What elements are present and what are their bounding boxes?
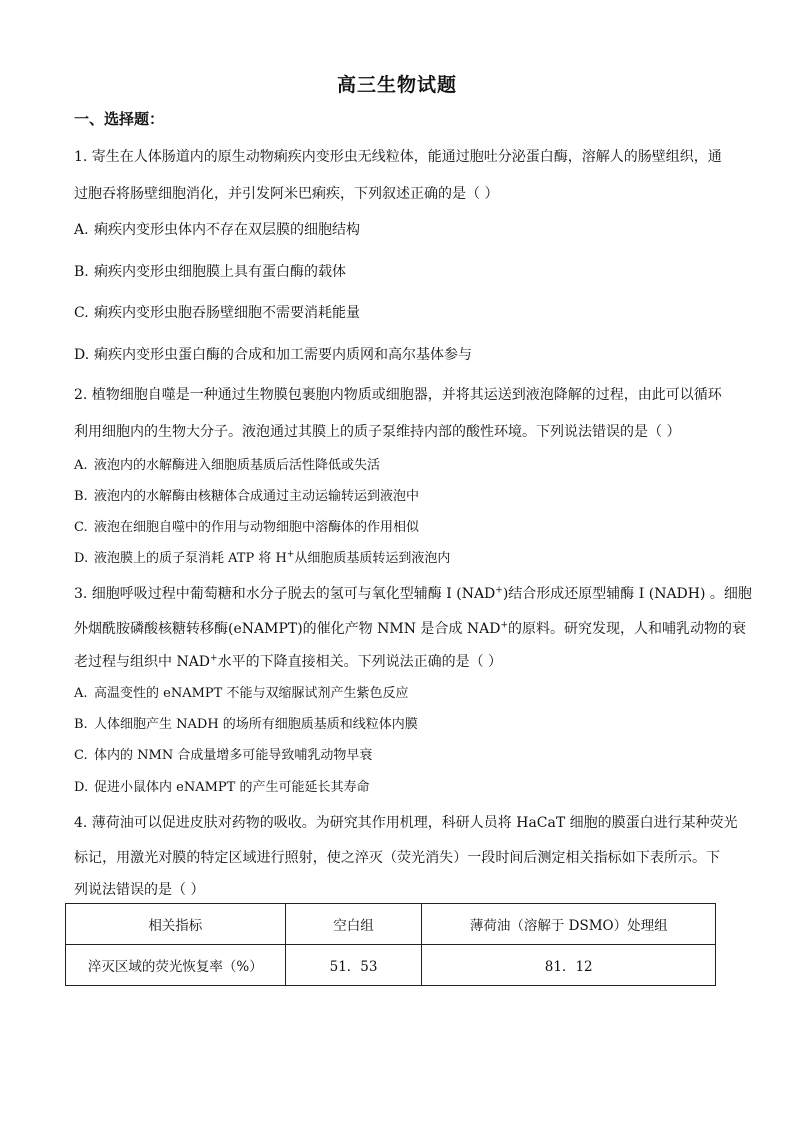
section-heading: 一、选择题： (74, 110, 165, 128)
option-text: 促进小鼠体内 eNAMPT 的产生可能延长其寿命 (94, 780, 370, 795)
option-text: 高温变性的 eNAMPT 不能与双缩脲试剂产生紫色反应 (94, 686, 409, 701)
option-letter: C. (74, 520, 88, 535)
option-text: 液泡膜上的质子泵消耗 ATP 将 H (94, 551, 287, 566)
q4-stem-line-2: 标记，用激光对膜的特定区域进行照射，使之淬灭（荧光消失）一段时间后测定相关指标如下表所示。下 (74, 850, 720, 866)
q4-stem-line-1: 4. 薄荷油可以促进皮肤对药物的吸收。为研究其作用机理，科研人员将 HaCaT 细胞的膜蛋白进行某种荧光 (74, 815, 738, 831)
superscript: + (210, 653, 218, 664)
q2-option-a (74, 454, 380, 473)
q2-stem-line-2: 利用细胞内的生物大分子。液泡通过其膜上的质子泵维持内部的酸性环境。下列说法错误的是（ ） (74, 424, 681, 440)
option-letter: B. (74, 489, 88, 504)
table-cell: 81．12 (422, 945, 716, 986)
q2-option-b (74, 485, 419, 504)
table-header-cell: 空白组 (285, 904, 422, 945)
stem-text: 外烟酰胺磷酸核糖转移酶(eNAMPT)的催化产物 NMN 是合成 NAD (74, 621, 501, 637)
q3-stem-line-2 (74, 618, 746, 638)
stem-text: 3. 细胞呼吸过程中葡萄糖和水分子脱去的氢可与氧化型辅酶 I (NAD (74, 586, 496, 602)
results-table (65, 903, 716, 986)
option-letter: A. (74, 222, 89, 238)
stem-text: 水平的下降直接相关。下列说法正确的是（ ） (217, 654, 503, 670)
q3-stem-line-1 (74, 583, 752, 603)
option-text: 液泡内的水解酶进入细胞质基质后活性降低或失活 (94, 458, 381, 473)
option-letter: D. (74, 551, 89, 566)
superscript: + (286, 549, 295, 560)
q2-stem-line-1: 2. 植物细胞自噬是一种通过生物膜包裹胞内物质或细胞器，并将其运送到液泡降解的过程，由此可以循环 (74, 387, 722, 403)
q3-option-c (74, 744, 372, 763)
option-text: 人体细胞产生 NADH 的场所有细胞质基质和线粒体内膜 (94, 717, 418, 732)
stem-text: 老过程与组织中 NAD (74, 654, 211, 670)
q3-option-b (74, 713, 418, 732)
table-row (66, 945, 716, 986)
option-text: 痢疾内变形虫细胞膜上具有蛋白酶的载体 (94, 264, 346, 280)
q1-option-a (74, 219, 360, 239)
q1-stem-line-2: 过胞吞将肠壁细胞消化，并引发阿米巴痢疾，下列叙述正确的是（ ） (74, 186, 499, 202)
q3-option-a (74, 682, 408, 701)
superscript: + (500, 620, 508, 631)
stem-text: 的原料。研究发现，人和哺乳动物的衰 (507, 621, 746, 637)
option-text: 液泡在细胞自噬中的作用与动物细胞中溶酶体的作用相似 (94, 520, 420, 535)
option-letter: D. (74, 347, 90, 363)
q3-option-d (74, 776, 369, 795)
option-text: 从细胞质基质转运到液泡内 (294, 551, 451, 566)
table-cell: 淬灭区域的荧光恢复率（%） (66, 945, 286, 986)
option-text: 痢疾内变形虫胞吞肠壁细胞不需要消耗能量 (94, 305, 360, 321)
option-letter: C. (74, 305, 89, 321)
option-text: 痢疾内变形虫体内不存在双层膜的细胞结构 (94, 222, 360, 238)
q1-option-b (74, 261, 346, 281)
table-header-cell: 相关指标 (66, 904, 286, 945)
option-letter: B. (74, 264, 89, 280)
option-text: 液泡内的水解酶由核糖体合成通过主动运输转运到液泡中 (94, 489, 420, 504)
q1-option-d (74, 344, 472, 364)
q1-stem-line-1: 1. 寄生在人体肠道内的原生动物痢疾内变形虫无线粒体，能通过胞吐分泌蛋白酶，溶解人的肠壁组织，通 (74, 149, 722, 165)
superscript: + (495, 585, 503, 596)
option-letter: A. (74, 458, 88, 473)
q2-option-d (74, 547, 450, 566)
q3-stem-line-3 (74, 651, 502, 671)
option-letter: A. (74, 686, 88, 701)
table-header-cell: 薄荷油（溶解于 DSMO）处理组 (422, 904, 716, 945)
option-text: 体内的 NMN 合成量增多可能导致哺乳动物早衰 (94, 748, 373, 763)
stem-text: )结合形成还原型辅酶 I (NADH) 。细胞 (502, 586, 752, 602)
table-header-row (66, 904, 716, 945)
option-letter: D. (74, 780, 89, 795)
table-cell: 51．53 (285, 945, 422, 986)
page-title: 高三生物试题 (336, 74, 457, 96)
option-text: 痢疾内变形虫蛋白酶的合成和加工需要内质网和高尔基体参与 (94, 347, 472, 363)
option-letter: B. (74, 717, 88, 732)
option-letter: C. (74, 748, 88, 763)
q4-stem-line-3: 列说法错误的是（ ） (74, 882, 205, 898)
q2-option-c (74, 516, 419, 535)
q1-option-c (74, 302, 360, 322)
